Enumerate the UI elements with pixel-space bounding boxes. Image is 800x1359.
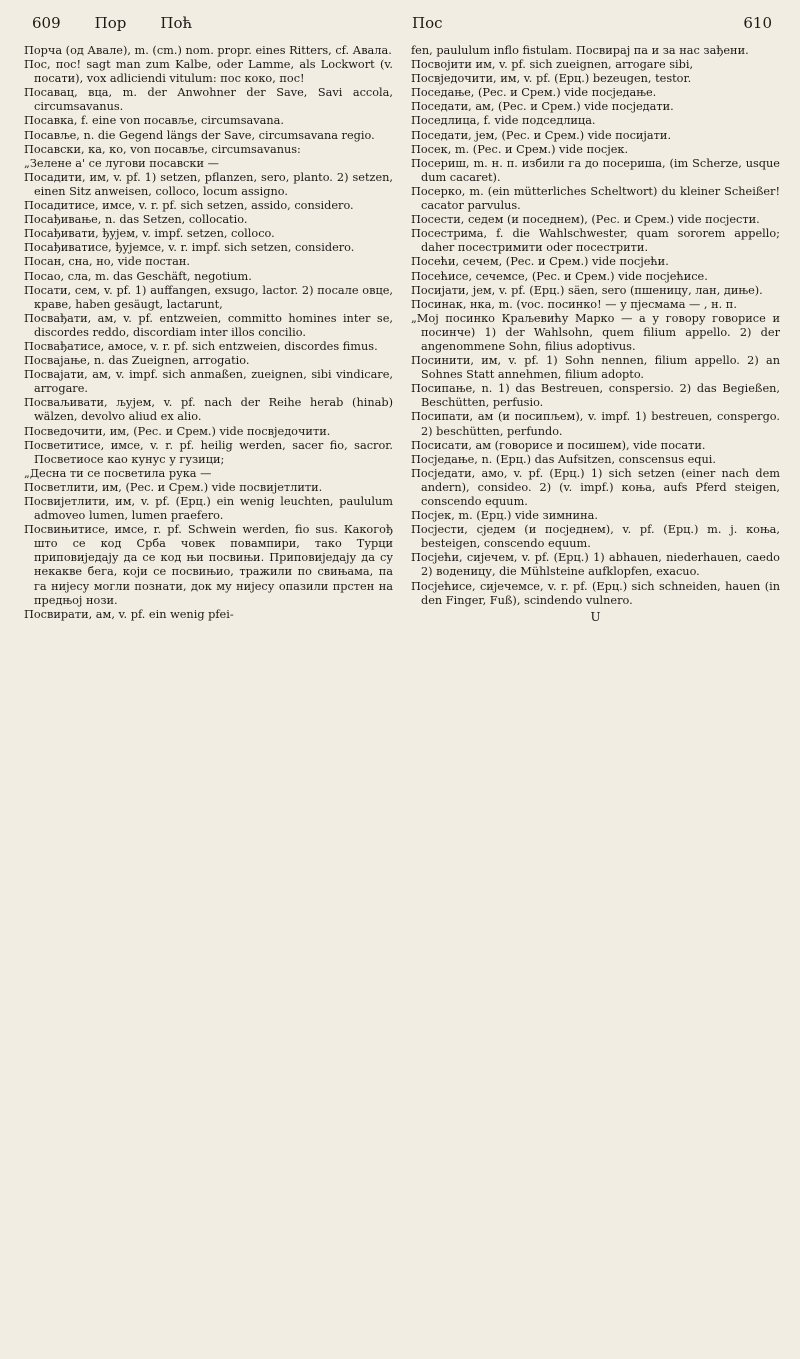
dictionary-entry: Посветитисе, имсе, v. r. pf. heilig werden, sacer fio, sacror. Посветиосе као кунус у гузици; — [24, 438, 393, 466]
dictionary-entry: Посвињитисе, имсе, r. pf. Schwein werden, fio sus. Какогођ што се код Срба човек повампири, тако Турци приповиједају да се код њи посвињи. Приповиједају да су некакве бега, који се посвињио, тражили по свињама, па га нијесу могли познати, док му нијесу опазили прстен на предњој нози. — [24, 523, 393, 607]
catchword: U — [590, 609, 601, 624]
left-guide-word-last: Поћ — [160, 14, 193, 32]
dictionary-entry: Посађивати, ђујем, v. impf. setzen, colloco. — [24, 227, 275, 241]
running-head-left — [32, 14, 392, 32]
dictionary-entry: Посијати, јем, v. pf. (Ерц.) säen, sero (пшеницу, лан, дињe). — [411, 283, 763, 297]
dictionary-entry: Посисати, ам (говорисе и посишем), vide посати. — [411, 438, 706, 452]
dictionary-entry: Посати, сем, v. pf. 1) auffangen, exsugo, lactor. 2) посале овце, краве, haben gesäugt, lactarunt, — [24, 283, 393, 311]
dictionary-entry: Посавље, n. die Gegend längs der Save, circumsavana regio. — [24, 128, 375, 142]
dictionary-entry: Посек, m. (Рес. и Срем.) vide посјек. — [411, 142, 629, 156]
dictionary-entry: Посан, сна, но, vide постан. — [24, 255, 190, 269]
dictionary-entry: Поседати, јем, (Рес. и Срем.) vide посијати. — [411, 128, 672, 142]
dictionary-entry: Посипање, n. 1) das Bestreuen, conspersio. 2) das Begießen, Beschütten, perfusio. — [411, 382, 780, 410]
dictionary-entry: Посјећи, сијечем, v. pf. (Ерц.) 1) abhauen, niederhauen, caedo 2) воденицу, die Mühlsteine aufklopfen, exacuo. — [411, 551, 780, 579]
dictionary-entry: Посао, сла, m. das Geschäft, negotium. — [24, 269, 252, 283]
dictionary-entry: Посваљивати, љујем, v. pf. nach der Reihe herab (hinab) wälzen, devolvo aliud ex alio. — [24, 396, 393, 424]
dictionary-entry: Посједати, амо, v. pf. (Ерц.) 1) sich setzen (einer nach dem andern), consideo. 2) (v. impf.) коња, aufs Pferd steigen, conscendo equum. — [411, 466, 780, 508]
dictionary-entry: Посједање, n. (Ерц.) das Aufsitzen, conscensus equi. — [411, 452, 717, 466]
dictionary-entry: Посећисе, сечемсе, (Рес. и Срем.) vide посјећисе. — [411, 269, 708, 283]
dictionary-entry: Посвојити им, v. pf. sich zueignen, arrogare sibi, — [411, 58, 694, 72]
dictionary-entry: Поседлица, f. vide подседлица. — [411, 114, 596, 128]
dictionary-entry: Посвађатисе, амосе, v. r. pf. sich entzweien, discordes fimus. — [24, 339, 378, 353]
dictionary-entry: Посећи, сечем, (Рес. и Срем.) vide посјећи. — [411, 255, 669, 269]
dictionary-entry: Посериш, m. н. п. избили га до посериша, (im Scherze, usque dum cacaret). — [411, 156, 780, 184]
dictionary-entry: Посјек, m. (Ерц.) vide зимнина. — [411, 509, 598, 523]
left-column — [24, 44, 393, 624]
dictionary-entry: Посвајати, ам, v. impf. sich anmaßen, zueignen, sibi vindicare, arrogare. — [24, 368, 393, 396]
dictionary-entry: Посјести, сједем (и посједнем), v. pf. (Ерц.) m. ј. коња, besteigen, conscendo equum. — [411, 523, 780, 551]
dictionary-entry: Посветлити, им, (Рес. и Срем.) vide посвијетлити. — [24, 480, 323, 494]
dictionary-entry: Порча (од Авале), m. (cm.) nom. propr. eines Ritters, cf. Авала. — [24, 44, 392, 57]
right-page-number: 610 — [743, 14, 772, 32]
dictionary-entry: Посвирати, ам, v. pf. ein wenig pfei- — [24, 607, 234, 621]
dictionary-entry: Посинити, им, v. pf. 1) Sohn nennen, filium appello. 2) an Sohnes Statt annehmen, filium adopto. — [411, 354, 780, 382]
text-columns — [24, 44, 780, 624]
left-guide-word-first: Пор — [94, 14, 127, 32]
dictionary-entry: Посадитисе, имсе, v. r. pf. sich setzen, assido, considero. — [24, 199, 354, 213]
dictionary-entry: Посјећисе, сијечемсе, v. r. pf. (Ерц.) sich schneiden, hauen (in den Finger, Fuß), scindendo vulnero. — [411, 579, 780, 607]
dictionary-entry: Пос, пос! sagt man zum Kalbe, oder Lamme, als Lockwort (v. посати), vox adliciendi vitulum: пос коко, пос! — [24, 58, 393, 86]
dictionary-entry: Посадити, им, v. pf. 1) setzen, pflanzen, sero, planto. 2) setzen, einen Sitz anweisen, colloco, locum assigno. — [24, 170, 393, 198]
dictionary-entry: Посавски, ка, ко, von посавље, circumsavanus: — [24, 142, 301, 156]
dictionary-entry: Посведочити, им, (Рес. и Срем.) vide посвједочити. — [24, 424, 331, 438]
running-head-right — [412, 14, 772, 32]
dictionary-entry: Поседање, (Рес. и Срем.) vide посједање. — [411, 86, 657, 100]
dictionary-entry: „Зелене а' се лугови посавски — — [24, 156, 219, 170]
dictionary-entry: Посести, седем (и поседнем), (Рес. и Срем.) vide посјести. — [411, 213, 760, 227]
dictionary-entry: Посађиватисе, ђујемсе, v. r. impf. sich setzen, considero. — [24, 241, 355, 255]
dictionary-entry: „Мој посинко Краљевићу Марко — а у говору говорисе и посинче) 1) der Wahlsohn, quem filium appello. 2) der angenommene Sohn, filius adoptivus. — [411, 311, 780, 353]
dictionary-entry: Посавац, вца, m. der Anwohner der Save, Savi accola, circumsavanus. — [24, 86, 393, 114]
dictionary-entry: Посерко, m. (ein mütterliches Scheltwort) du kleiner Scheißer! cacator parvulus. — [411, 184, 780, 213]
dictionary-entry: Посађивање, n. das Setzen, collocatio. — [24, 213, 248, 227]
left-page-number: 609 — [32, 14, 61, 32]
running-head — [24, 14, 780, 44]
dictionary-entry: Посвађати, ам, v. pf. entzweien, committo homines inter se, discordes reddo, discordiam inter illos concilio. — [24, 311, 393, 339]
dictionary-entry: Посавка, f. eine von посавље, circumsavana. — [24, 114, 284, 128]
dictionary-entry: Посвијетлити, им, v. pf. (Ерц.) ein wenig leuchten, paululum admoveo lumen, lumen praefero. — [24, 495, 393, 523]
dictionary-entry: Посвајање, n. das Zueignen, arrogatio. — [24, 354, 250, 368]
dictionary-entry: fen, paululum inflo fistulam. Посвирај па и за нас зађени. — [411, 44, 749, 57]
right-guide-word: Пос — [412, 14, 443, 32]
dictionary-entry: „Десна ти се посветила рука — — [24, 466, 212, 480]
dictionary-entry: Посипати, ам (и посипљем), v. impf. 1) bestreuen, conspergo. 2) beschütten, perfundo. — [411, 410, 780, 438]
dictionary-entry: Посинак, нка, m. (voc. посинко! — у пјесмама — , н. п. — [411, 297, 737, 311]
dictionary-entry: Поседати, ам, (Рес. и Срем.) vide посједати. — [411, 100, 674, 114]
right-column — [411, 44, 780, 624]
dictionary-entry: Посвједочити, им, v. pf. (Ерц.) bezeugen, testor. — [411, 72, 692, 86]
dictionary-entry: Посестрима, f. die Wahlschwester, quam sororem appello; daher посестримити oder посестрити. — [411, 227, 780, 255]
